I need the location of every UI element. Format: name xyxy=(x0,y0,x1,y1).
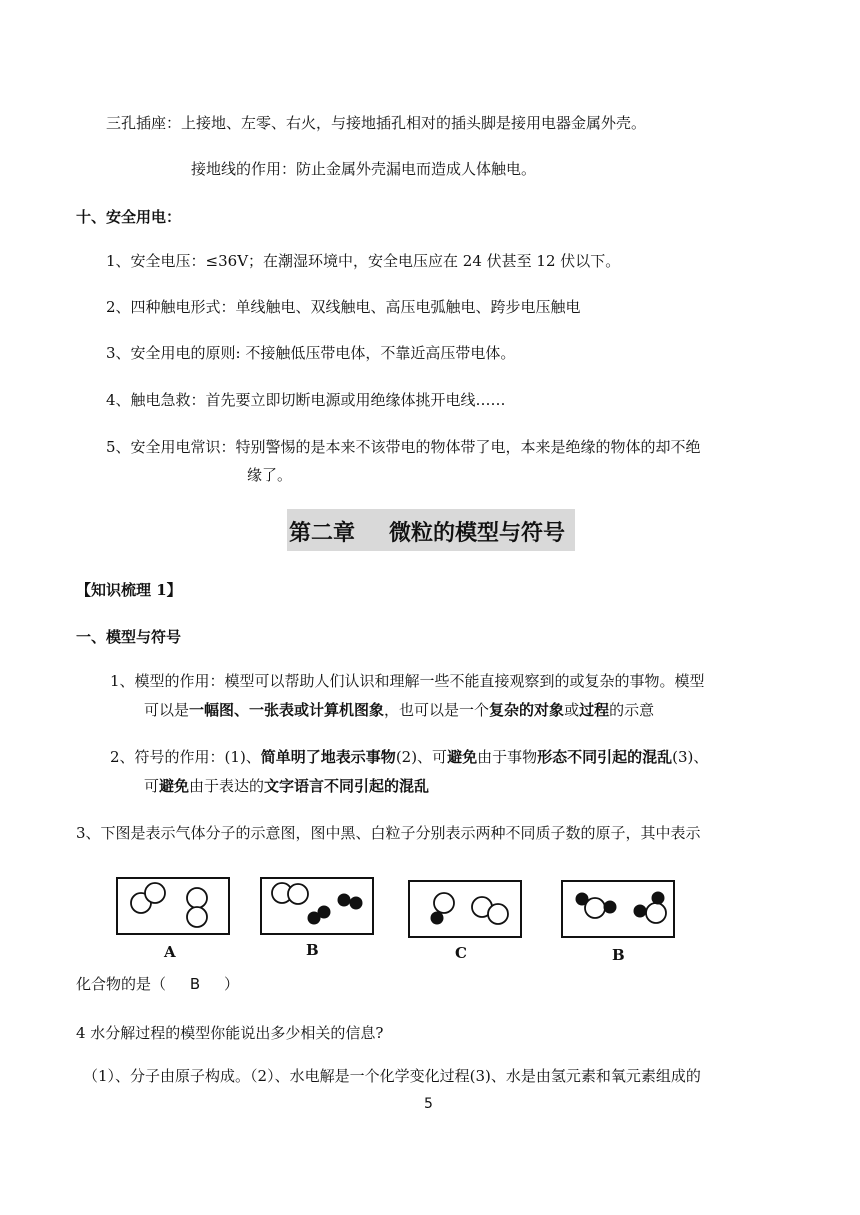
figure-label-a: A xyxy=(164,943,176,961)
section-heading-safety: 十、安全用电： xyxy=(76,208,182,226)
safety-item-5: 5、安全用电常识：特别警惕的是本来不该带电的物体带了电，本来是绝缘的物体的却不绝 xyxy=(106,438,701,456)
safety-item-4: 4、触电急救：首先要立即切断电源或用绝缘体挑开电线…… xyxy=(106,391,506,409)
safety-item-1: 1、安全电压：≤36V；在潮湿环境中，安全电压应在 24 伏甚至 12 伏以下。 xyxy=(106,252,621,270)
item-2-line-2: 可避免由于表达的文字语言不同引起的混乱 xyxy=(144,777,430,795)
white-atom xyxy=(145,883,165,903)
chapter-name: 微粒的模型与符号 xyxy=(389,521,566,546)
item-3-question: 3、下图是表示气体分子的示意图，图中黑、白粒子分别表示两种不同质子数的原子，其中表示 xyxy=(76,824,701,842)
white-atom xyxy=(187,888,207,908)
black-atom xyxy=(634,905,646,917)
safety-item-2: 2、四种触电形式：单线触电、双线触电、高压电弧触电、跨步电压触电 xyxy=(106,298,581,316)
white-atom xyxy=(187,907,207,927)
answer-line: 化合物的是（ B ） xyxy=(76,975,240,993)
white-atom xyxy=(488,904,508,924)
black-atom xyxy=(350,897,362,909)
item-1-line-2: 可以是一幅图、一张表或计算机图象，也可以是一个复杂的对象或过程的示意 xyxy=(144,701,655,719)
black-atom xyxy=(318,906,330,918)
black-atom xyxy=(431,912,443,924)
section-heading-models: 一、模型与符号 xyxy=(76,628,182,646)
safety-item-5-cont: 缘了。 xyxy=(247,466,293,484)
line-three-hole-socket: 三孔插座：上接地、左零、右火，与接地插孔相对的插头脚是接用电器金属外壳。 xyxy=(106,114,647,132)
knowledge-heading: 【知识梳理 1】 xyxy=(76,581,182,599)
white-atom xyxy=(646,903,666,923)
safety-item-3: 3、安全用电的原则: 不接触低压带电体，不靠近高压带电体。 xyxy=(106,344,516,362)
page-number: 5 xyxy=(424,1096,433,1112)
black-atom xyxy=(604,901,616,913)
answer-value: B xyxy=(189,975,201,993)
item-4-answer: （1）、分子由原子构成。（2）、水电解是一个化学变化过程(3)、水是由氢元素和氧元素组成的 xyxy=(83,1067,701,1085)
item-4-question: 4 水分解过程的模型你能说出多少相关的信息? xyxy=(76,1024,384,1042)
figure-label-b: B xyxy=(306,941,319,959)
white-atom xyxy=(288,884,308,904)
item-1-line-1: 1、模型的作用：模型可以帮助人们认识和理解一些不能直接观察到的或复杂的事物。模型 xyxy=(110,672,705,690)
black-atom xyxy=(576,893,588,905)
chapter-number: 第二章 xyxy=(289,521,356,546)
black-atom xyxy=(652,892,664,904)
figure-label-d: B xyxy=(612,946,625,964)
figure-label-c: C xyxy=(455,944,467,962)
white-atom xyxy=(434,893,454,913)
black-atom xyxy=(338,894,350,906)
item-2-line-1: 2、符号的作用：(1)、简单明了地表示事物(2)、可避免由于事物形态不同引起的混乱(3)、 xyxy=(110,748,709,766)
line-ground-wire: 接地线的作用：防止金属外壳漏电而造成人体触电。 xyxy=(191,160,537,178)
